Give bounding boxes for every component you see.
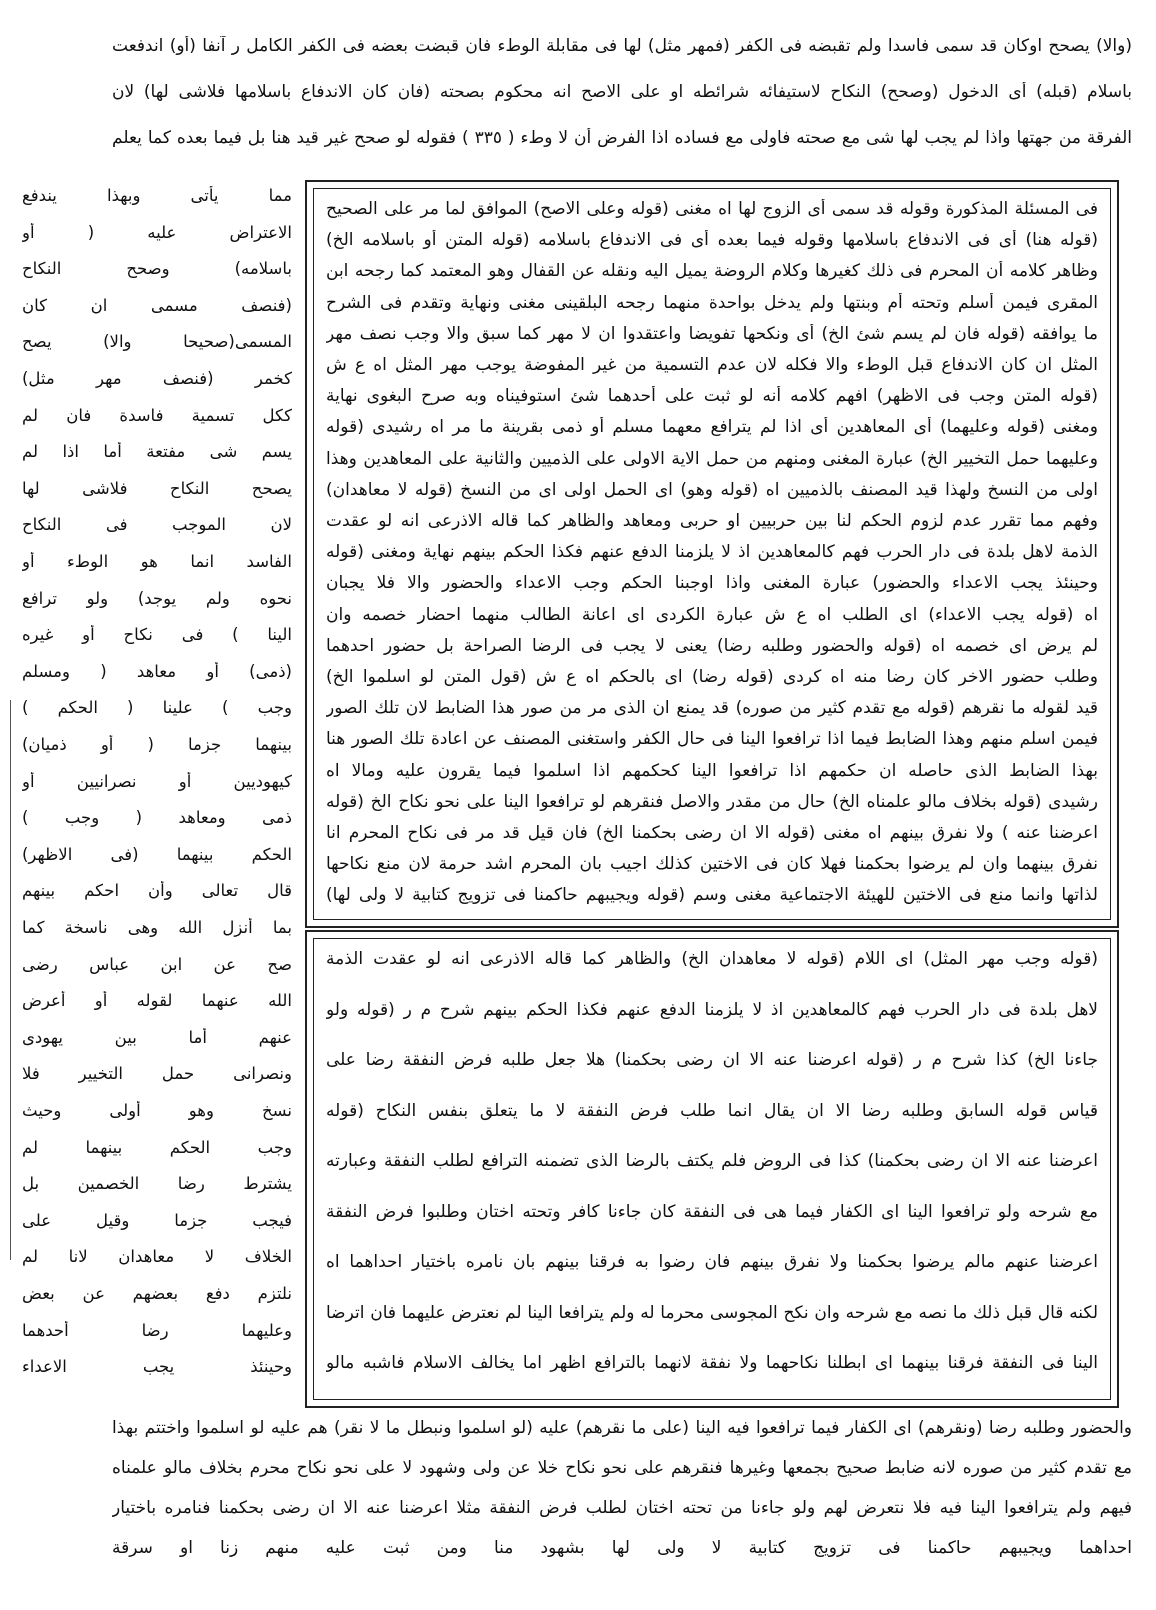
side-text-line: ذمى ومعاهد ( وجب ): [22, 808, 292, 828]
commentary-line: وحينئذ يجب الاعداء والحضور) عبارة المغنى واذا اوجبنا الحكم وجب الاعداء والحضور والا فلا يجبان: [326, 573, 1098, 594]
commentary-line: لم يرض اى خصمه اه (قوله والحضور وطلبه رضا) يعنى لا يجب فى الرضا الصراحة بل حضور احدهما: [326, 635, 1098, 656]
side-text-line: وجب الحكم بينهما لم: [22, 1137, 292, 1157]
side-text-line: يصحح النكاح فلاشى لها: [22, 478, 292, 498]
commentary-line: الينا فى النفقة فرقنا بينهما اى ابطلنا نكاحهما ولا نفقة لانهما بالترافع اظهر اما يخالف الاسلام فاشبه مالو: [326, 1353, 1098, 1373]
commentary-box-2-inner-border: [313, 938, 1111, 1400]
commentary-line: اه (قوله يجب الاعداء) اى الطلب اه ع ش عبارة الكردى اى اعانة الطالب منهما احضار خصمه وان: [326, 604, 1098, 625]
commentary-line: لاهل بلدة فى دار الحرب فهم كالمعاهدين اذ لا يلزمنا الدفع عنهم فكذا الحكم بينهم شرح م ر (قوله ولو: [326, 999, 1098, 1020]
side-text-line: قال تعالى وأن احكم بينهم: [22, 881, 292, 901]
side-text-line: (ذمى) أو معاهد ( ومسلم: [22, 661, 292, 681]
side-text-line: فيجب جزما وقيل على: [22, 1210, 292, 1230]
side-text-line: مما يأتى وبهذا يندفع: [22, 186, 292, 205]
side-text-line: المسمى(صحيحا والا) يصح: [22, 332, 292, 352]
text-line: فيهم ولم يترافعوا الينا فيه فلا نتعرض لهم ولو جاءنا من تحته اختان لطلب فرض النفقة مثلا اعرضنا عنه الا ان رضى بحكمنا فنامره باختيار: [112, 1498, 1132, 1518]
side-text-line: بينهما جزما ( أو ذميان): [22, 735, 292, 754]
commentary-line: لكنه قال قبل ذلك ما نصه مع شرحه وان نكح المجوسى محرما له ولم يترافعا الينا لم نعترض عليهما فان اترضا: [326, 1302, 1098, 1323]
side-text-line: (فنصف مسمى ان كان: [22, 295, 292, 315]
side-text-line: صح عن ابن عباس رضى: [22, 954, 292, 974]
commentary-box-1-inner-border: [313, 188, 1111, 920]
side-text-line: كخمر (فنصف مهر مثل): [22, 369, 292, 388]
text-line: احداهما ويجيبهم حاكمنا فى تزويج كتابية لا ولى لها بشهود منا ومن ثبت عليه منهم زنا او سرقة: [112, 1538, 1132, 1558]
side-text-line: الخلاف لا معاهدان لانا لم: [22, 1247, 292, 1267]
commentary-line: المقرى فيمن أسلم وتحته أم وبنتها ولم يدخل بواحدة منهما رجحه البلقينى مغنى ونهاية وتقدم فى الشرح: [326, 292, 1098, 313]
text-line: باسلام (قبله) أى الدخول (وصحح) النكاح لاستيفائه شرائطه او على الاصح انه محكوم بصحته (فان كان الاندفاع باسلامها فلاشى لها) لان: [112, 82, 1132, 102]
commentary-line: بهذا الضابط الذى حاصله ان حكمهم اذا ترافعوا الينا كحكمهم اذا اسلموا فيما يقرون عليه ومالا اه: [326, 760, 1098, 781]
commentary-line: اعرضنا عنه الا ان رضى بحكمنا) كذا فى الروض فلم يكتف بالرضا الذى تضمنه الترافع لطلب النفقة وعبارته: [326, 1151, 1098, 1171]
text-line: مع تقدم كثير من صوره لانه ضابط صحيح بجمعها وغيرها فنقرهم على نحو نكاح خلا عن ولى وشهود لا على نحو نكاح محرم بخلاف مالو علمناه: [112, 1458, 1132, 1478]
text-line: (والا) يصحح اوكان قد سمى فاسدا ولم تقبضه فى الكفر (فمهر مثل) لها فى مقابلة الوطء فان قبضت بعضه فى الكفر الكامل ر آنفا (أو) اندفعت: [112, 36, 1132, 56]
side-text-line: وجب ) علينا ( الحكم ): [22, 698, 292, 718]
commentary-line: نفرق بينهما وان لم يرضوا بحكمنا فهلا كان فى الاختين كذلك اجيب بان المحرم اشد حرمة لان منع نكاحها: [326, 854, 1098, 875]
side-text-line: بما أنزل الله وهى ناسخة كما: [22, 918, 292, 937]
side-text-line: وحينئذ يجب الاعداء: [22, 1357, 292, 1377]
commentary-line: لذاتها وانما منع فى الاختين للهيئة الاجتماعية مغنى وسم (قوله ويجيبهم حاكمنا فى تزويج كتابية لا ولى لها): [326, 885, 1098, 906]
commentary-line: رشيدى (قوله بخلاف مالو علمناه الخ) حال من مقدر والاصل فنقرهم لو ترافعوا الينا على نحو نكاح الخ (قوله: [326, 791, 1098, 812]
commentary-line: قيد لقوله ما نقرهم (قوله مع تقدم كثير من صوره) قد يمنع ان الذى مر من صور هذا الضابط لان تلك الصور: [326, 698, 1098, 719]
side-text-line: ككل تسمية فاسدة فان لم: [22, 405, 292, 425]
side-text-line: كيهوديين أو نصرانيين أو: [22, 771, 292, 791]
commentary-line: اعرضنا عنهم مالم يرضوا بحكمنا ولا نفرق بينهم فان رضوا به فرقنا بينهم بان نامره باختيار احداهما اه: [326, 1252, 1098, 1272]
side-text-line: ونصرانى حمل التخيير فلا: [22, 1064, 292, 1084]
side-column-text: [22, 186, 292, 1396]
side-text-line: الينا ) فى نكاح أو غيره: [22, 625, 292, 645]
commentary-line: اولى من النسخ ولهذا قيد المصنف بالذميين اه (قوله وهو) اى الحمل اولى اى من النسخ (قوله لا معاهدان): [326, 479, 1098, 500]
commentary-line: فيمن اسلم منهم وهذا الضابط فيما اذا ترافعوا الينا فى حال الكفر واستغنى المصنف عن اعادة تلك الصور هنا: [326, 729, 1098, 750]
side-text-line: يشترط رضا الخصمين بل: [22, 1174, 292, 1194]
text-line: والحضور وطلبه رضا (ونقرهم) اى الكفار فيما ترافعوا فيه الينا (على ما نقرهم) عليه (لو اسلموا ونبطل ما لا نقر) هم عليه لو اسلموا واختتم بهذا: [112, 1418, 1132, 1438]
commentary-line: الذمة لاهل بلدة فى دار الحرب فهم كالمعاهدين اذ لا يلزمنا الدفع عنهم فكذا الحكم بينهم نهاية ومغنى (قوله: [326, 542, 1098, 563]
main-text-bottom: [112, 1418, 1132, 1583]
commentary-line: قياس قوله السابق وطلبه رضا الا ان يقال انما طلب فرض النفقة لا ما يتعلق بنفس النكاح (قوله: [326, 1100, 1098, 1121]
commentary-line: المثل ان كان الاندفاع قبل الوطء والا فكله لان عدم التسمية من غير المفوضة يوجب مهر المثل اه ع ش: [326, 355, 1098, 375]
commentary-box-1: [305, 180, 1119, 928]
commentary-line: (قوله وجب مهر المثل) اى اللام (قوله لا معاهدان الخ) والظاهر كما قاله الاذرعى انه لو عقدت الذمة: [326, 949, 1098, 969]
side-text-line: لان الموجب فى النكاح: [22, 515, 292, 535]
text-line: الفرقة من جهتها واذا لم يجب لها شى مع صحته فاولى مع فساده اذا الفرض أن لا وطء ( ٣٣٥ ) فقوله لو صحح غير قيد هنا بل فيما بعده كما يعلم: [112, 128, 1132, 148]
side-text-line: باسلامه) وصحح النكاح: [22, 259, 292, 279]
side-text-line: عنهم أما بين يهودى: [22, 1027, 292, 1047]
commentary-line: (قوله المتن وجب فى الاظهر) افهم كلامه أنه لو ثبت على أحدهما شئ استوفيناه وبه صرح البغوى نهاية: [326, 386, 1098, 407]
side-text-line: يسم شى مفتعة أما اذا لم: [22, 442, 292, 462]
commentary-line: مع شرحه ولو ترافعوا الينا اى الكفار فيما هى فى النفقة كان جاءنا كافر وتحته اختان وطلبوا فرض النفقة: [326, 1201, 1098, 1222]
side-text-line: نسخ وهو أولى وحيث: [22, 1101, 292, 1120]
commentary-line: وطلب حضور الاخر كان رضا منه اه كردى (قوله رضا) اى بالحكم اه ع ش (قول المتن لو اسلموا الخ): [326, 667, 1098, 687]
commentary-box-2-text: [326, 949, 1098, 1391]
commentary-line: اعرضنا عنه ) ولا نفرق بينهم اه مغنى (قوله الا ان رضى بحكمنا الخ) فان قيل قد مر فى نكاح المحرم انا: [326, 823, 1098, 843]
commentary-line: ما يوافقه (قوله فان لم يسم شئ الخ) أى ونكحها تفويضا واعتقدوا ان لا مهر كما سبق والا وجب نصف مهر: [326, 323, 1098, 344]
side-text-line: الفاسد انما هو الوطء أو: [22, 552, 292, 571]
commentary-line: وفهم مما تقرر عدم لزوم الحكم لنا بين حربيين او حربى ومعاهد والظاهر كما قاله الاذرعى انه لو عقدت: [326, 511, 1098, 531]
commentary-line: وعليهما حمل التخيير الخ) عبارة المغنى ومنهم من حمل الاية الاولى على الذميين والثانية على المعاهدين وهذا: [326, 448, 1098, 469]
side-text-line: الاعتراض عليه ( أو: [22, 222, 292, 242]
side-text-line: نلتزم دفع بعضهم عن بعض: [22, 1284, 292, 1303]
side-text-line: الحكم بينهما (فى الاظهر): [22, 844, 292, 864]
commentary-line: فى المسئلة المذكورة وقوله قد سمى أى الزوج لها اه مغنى (قوله وعلى الاصح) الموافق لما مر على الصحيح: [326, 199, 1098, 219]
left-rule-line: [10, 700, 11, 1260]
commentary-box-2: [305, 930, 1119, 1408]
commentary-line: وظاهر كلامه أن المحرم فى ذلك كغيرها وكلام الروضة يميل اليه ونقله عن القفال وهو المعتمد كما رجحه ابن: [326, 261, 1098, 282]
commentary-box-1-text: [326, 199, 1098, 911]
commentary-line: جاءنا الخ) كذا شرح م ر (قوله اعرضنا عنه الا ان رضى بحكمنا) هلا جعل طلبه فرض النفقة رضا على: [326, 1050, 1098, 1070]
main-text-top: [112, 36, 1132, 178]
commentary-line: (قوله هنا) أى فى الاندفاع باسلامها وقوله فيما بعده أى فى الاندفاع باسلامه (قوله المتن أو باسلامه الخ): [326, 230, 1098, 251]
side-text-line: الله عنهما لقوله أو أعرض: [22, 991, 292, 1011]
commentary-line: ومغنى (قوله وعليهما) أى المعاهدين أى اذا لم يترافع معهما مسلم أو ذمى بقرينة ما مر اه رشيدى (قوله: [326, 417, 1098, 438]
side-text-line: وعليهما رضا أحدهما: [22, 1320, 292, 1340]
side-text-line: نحوه ولم يوجد) ولو ترافع: [22, 588, 292, 608]
